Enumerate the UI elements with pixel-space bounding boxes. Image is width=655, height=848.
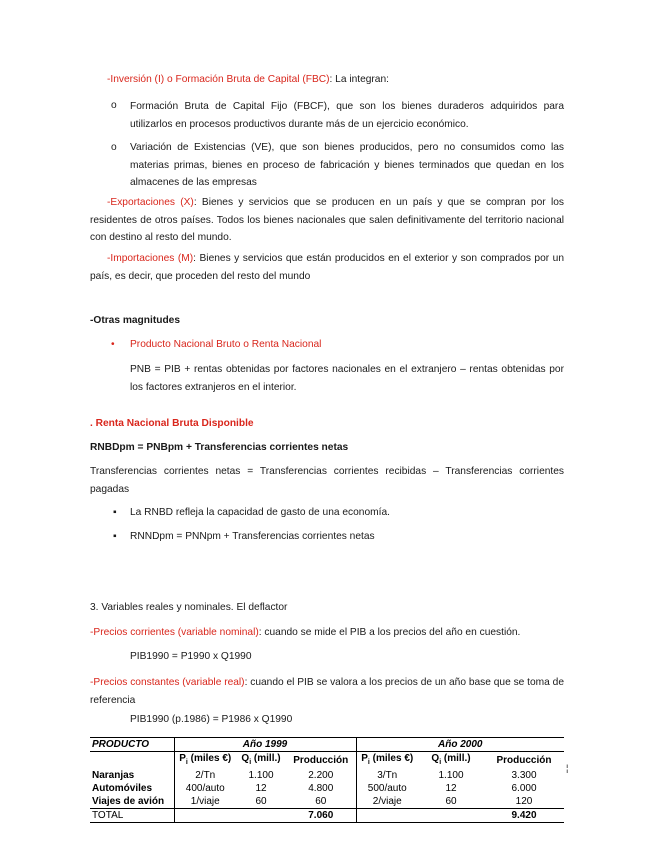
constant-prices-text: : cuando el PIB se valora a los precios de un año base que se toma de referencia [90,677,564,706]
investment-heading-label: -Inversión (I) o Formación Bruta de Capital (FBC) [107,74,330,85]
imports-label: -Importaciones (M) [107,253,194,264]
cell: 1/viaje [174,795,236,809]
prod-header-1999: Producción [293,755,349,766]
qty-header-1999: $Q_i$ (mill.) [241,753,281,766]
cell: 1.100 [248,770,274,781]
cell: 12 [255,783,267,794]
empty-cell [174,809,236,823]
price-header-2000: $P_i$ (miles €) [356,752,418,770]
cell: 12 [445,783,457,794]
rnbd-heading: . Renta Nacional Bruta Disponible [90,418,254,429]
constant-prices-label: -Precios constantes (variable real) [90,677,245,688]
table-row [90,782,564,795]
exports-label: -Exportaciones (X) [107,197,194,208]
bullet-marker: o [111,100,117,111]
imports-paragraph [90,250,564,285]
cell: 1.100 [438,770,464,781]
investment-heading-rest: : La integran: [329,74,389,85]
empty-cell [418,809,484,823]
investment-heading [107,74,389,85]
row-name: Naranjas [92,770,135,781]
empty-cell [356,809,418,823]
current-formula: PIB1990 = P1990 x Q1990 [130,651,252,662]
cell: 2/viaje [356,795,418,809]
table-header-row [90,738,564,752]
qty-header-2000: $Q_i$ (mill.) [431,753,471,766]
cell: 60 [445,796,457,807]
prod-header-2000: Producción [496,755,552,766]
table-row [90,769,564,782]
pnb-text: PNB = PIB + rentas obtenidas por factores nacionales en el extranjero – rentas obtenidas por los factores extranjeros en el interior. [130,364,564,393]
total-label: TOTAL [90,809,174,823]
cell: 60 [255,796,267,807]
cell: 400/auto [174,782,236,795]
cell: 2/Tn [174,769,236,782]
exports-paragraph [90,194,564,247]
exports-text: : Bienes y servicios que se producen en un país y que se compran por los residentes de otros países. Todos los bienes nacionales que salen definitivamente del territorio nacional con destino al resto del mundo. [90,197,564,243]
fbcf-text: Formación Bruta de Capital Fijo (FBCF), que son los bienes duraderos adquiridos para utilizarlos en procesos productivos durante más de un ejercicio económico. [130,101,564,130]
bullet-dot: • [111,339,115,350]
bullet-square: ▪ [113,531,117,542]
rnbd-formula: RNBDpm = PNBpm + Transferencias corrientes netas [90,442,349,453]
cell: 3/Tn [356,769,418,782]
row-name: Automóviles [92,783,153,794]
current-prices-line [90,627,520,638]
empty-cell [236,809,286,823]
current-prices-text: : cuando se mide el PIB a los precios del año en cuestión. [258,627,521,638]
table-row [90,795,564,809]
transfer-text: Transferencias corrientes netas = Transferencias corrientes recibidas – Transferencias corrientes pagadas [90,466,564,495]
table-subheader-row [90,752,564,770]
cell: 60 [315,796,327,807]
current-prices-label: -Precios corrientes (variable nominal) [90,627,259,638]
cell: 6.000 [511,783,537,794]
cell: 4.800 [308,783,334,794]
cell: 120 [515,796,533,807]
constant-formula: PIB1990 (p.1986) = P1986 x Q1990 [130,714,293,725]
empty-cell [90,752,174,770]
cell: 2.200 [308,770,334,781]
side-mark: ¦ [566,763,569,773]
cell: 3.300 [511,770,537,781]
total-1999: 7.060 [286,809,356,823]
bullet-square: ▪ [113,507,117,518]
rnbd-bullet-2: RNNDpm = PNNpm + Transferencias corrientes netas [130,531,375,542]
total-2000: 9.420 [484,809,564,823]
bullet-marker: o [111,142,117,153]
table-total-row [90,809,564,823]
price-header-1999: $P_i$ (miles €) [174,752,236,770]
ve-text: Variación de Existencias (VE), que son bienes producidos, pero no consumidos como las materias primas, bienes en proceso de fabricación y bienes terminados que quedan en los almacenes de las empresas [130,142,564,188]
constant-prices-paragraph [90,674,564,709]
year1-header: Año 1999 [174,738,356,752]
other-heading: -Otras magnitudes [90,315,181,326]
product-header: PRODUCTO [90,738,174,752]
rnbd-bullet-1: La RNBD refleja la capacidad de gasto de una economía. [130,507,390,518]
production-table [90,737,564,823]
section3-title: 3. Variables reales y nominales. El deflactor [90,602,288,613]
cell: 500/auto [356,782,418,795]
imports-text: : Bienes y servicios que están producidos en el exterior y son comprados por un país, es decir, que proceden del resto del mundo [90,253,564,282]
row-name: Viajes de avión [92,796,165,807]
year2-header: Año 2000 [356,738,564,752]
pnb-bullet-label: Producto Nacional Bruto o Renta Nacional [130,339,322,350]
